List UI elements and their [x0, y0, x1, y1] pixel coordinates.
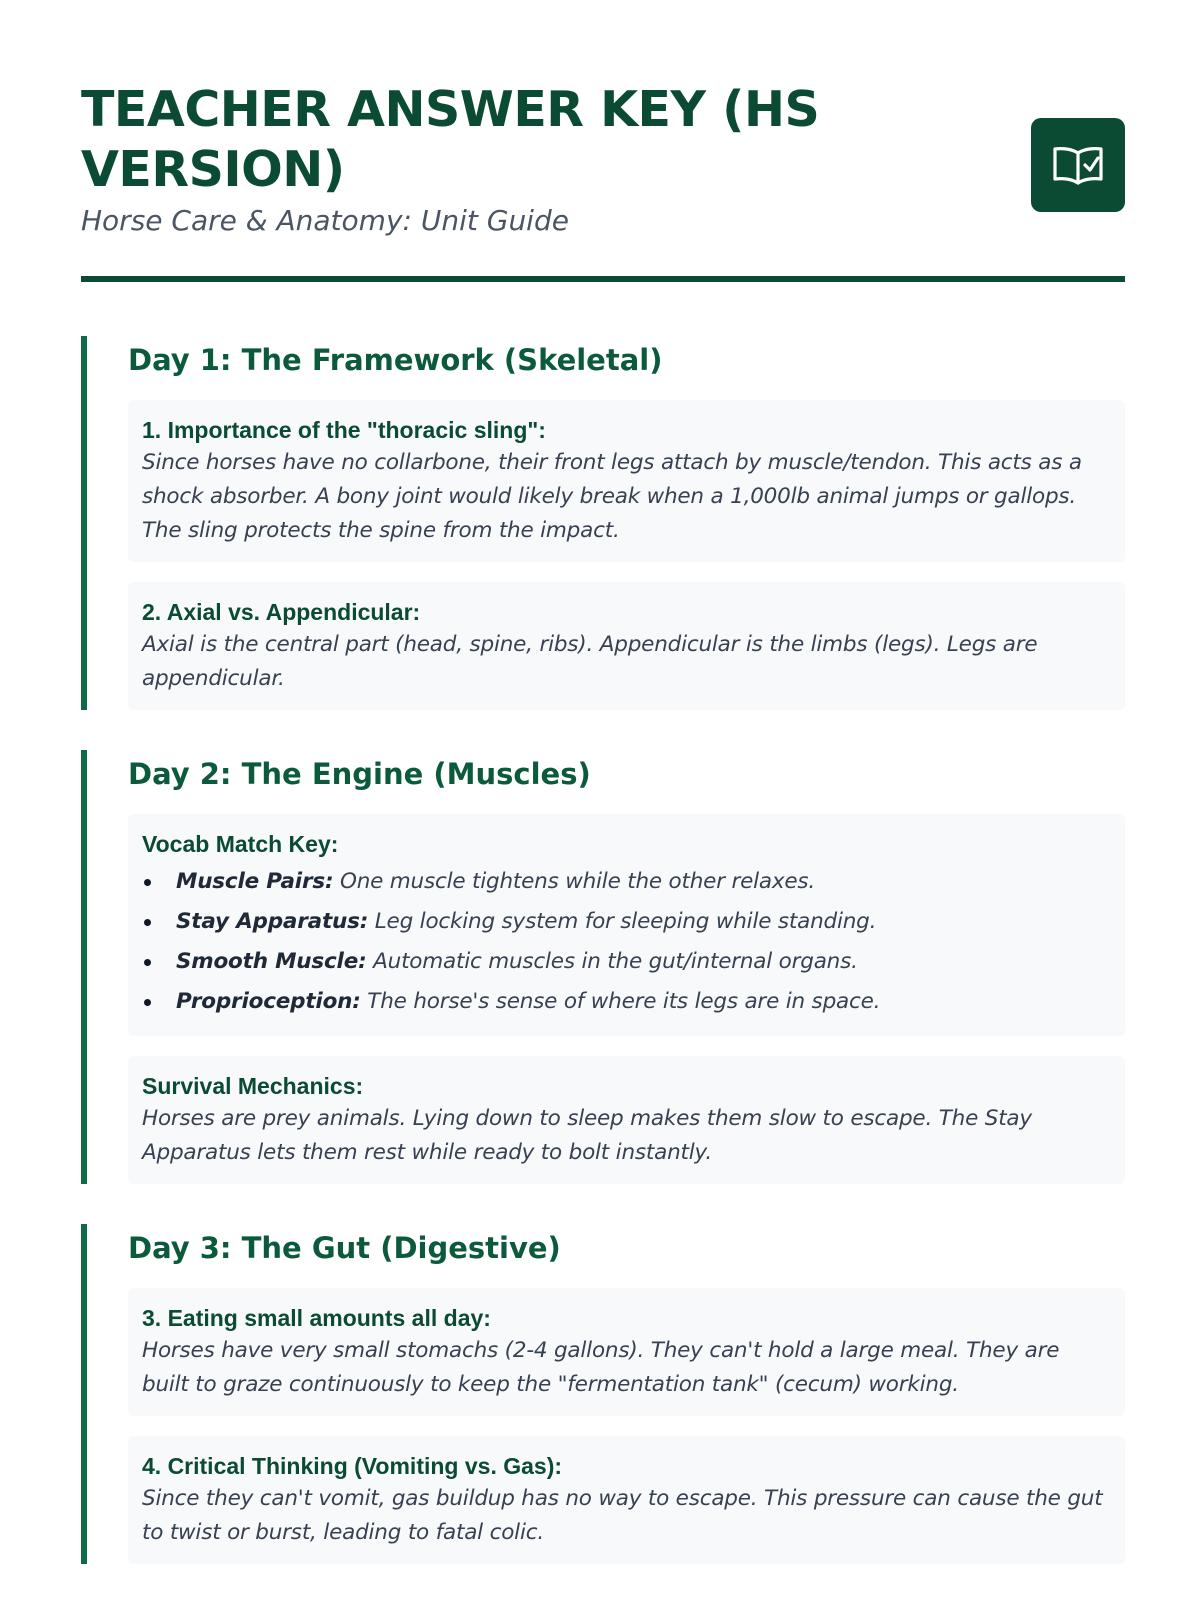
vocab-term: Proprioception:	[176, 989, 361, 1014]
answer-label: 1. Importance of the "thoracic sling":	[142, 417, 546, 443]
answer-card	[128, 400, 1125, 562]
bullet-icon	[144, 959, 151, 966]
answer-text: Horses have very small stomachs (2-4 gallons). They can't hold a large meal. They are built to graze continuously to keep the "fermentation tank" (cecum) working.	[142, 1338, 1060, 1397]
bullet-icon	[144, 999, 151, 1006]
list-item	[142, 942, 1111, 982]
list-item	[142, 902, 1111, 942]
answer-card	[128, 1056, 1125, 1184]
answer-text: Axial is the central part (head, spine, ribs). Appendicular is the limbs (legs). Legs are appendicular.	[142, 632, 1038, 691]
section-heading: Day 2: The Engine (Muscles)	[128, 757, 591, 791]
answer-label: 3. Eating small amounts all day:	[142, 1305, 491, 1331]
answer-card	[128, 1288, 1125, 1416]
section-day-1	[81, 336, 1125, 710]
vocab-card	[128, 814, 1125, 1036]
answer-label: 4. Critical Thinking (Vomiting vs. Gas):	[142, 1453, 563, 1479]
header-divider	[81, 276, 1125, 282]
vocab-list	[142, 862, 1111, 1022]
vocab-definition: The horse's sense of where its legs are in space.	[367, 989, 881, 1014]
vocab-label: Vocab Match Key:	[142, 831, 339, 857]
list-item	[142, 862, 1111, 902]
answer-text: Since horses have no collarbone, their front legs attach by muscle/tendon. This acts as a shock absorber. A bony joint would likely break when a 1,000lb animal jumps or gallops. The sling protects the spine from the impact.	[142, 450, 1082, 543]
answer-content	[81, 336, 1125, 1600]
page-header	[81, 80, 1120, 276]
vocab-term: Stay Apparatus:	[176, 909, 369, 934]
answer-text: Since they can't vomit, gas buildup has no way to escape. This pressure can cause the gut to twist or burst, leading to fatal colic.	[142, 1486, 1103, 1545]
vocab-definition: One muscle tightens while the other relaxes.	[339, 869, 816, 894]
answer-card	[128, 582, 1125, 710]
page-title: TEACHER ANSWER KEY (HS VERSION)	[81, 81, 820, 198]
vocab-term: Smooth Muscle:	[176, 949, 367, 974]
vocab-definition: Automatic muscles in the gut/internal organs.	[373, 949, 858, 974]
answer-text: Horses are prey animals. Lying down to sleep makes them slow to escape. The Stay Apparatus lets them rest while ready to bolt instantly.	[142, 1106, 1032, 1165]
section-heading: Day 3: The Gut (Digestive)	[128, 1231, 561, 1265]
section-heading: Day 1: The Framework (Skeletal)	[128, 343, 663, 377]
list-item	[142, 982, 1111, 1022]
answer-card	[128, 1436, 1125, 1564]
book-check-icon	[1031, 118, 1125, 212]
vocab-term: Muscle Pairs:	[176, 869, 334, 894]
section-day-2	[81, 750, 1125, 1184]
bullet-icon	[144, 919, 151, 926]
answer-label: Survival Mechanics:	[142, 1073, 364, 1099]
section-day-3	[81, 1224, 1125, 1564]
answer-label: 2. Axial vs. Appendicular:	[142, 599, 421, 625]
vocab-definition: Leg locking system for sleeping while standing.	[374, 909, 877, 934]
bullet-icon	[144, 879, 151, 886]
page-subtitle: Horse Care & Anatomy: Unit Guide	[81, 204, 569, 237]
